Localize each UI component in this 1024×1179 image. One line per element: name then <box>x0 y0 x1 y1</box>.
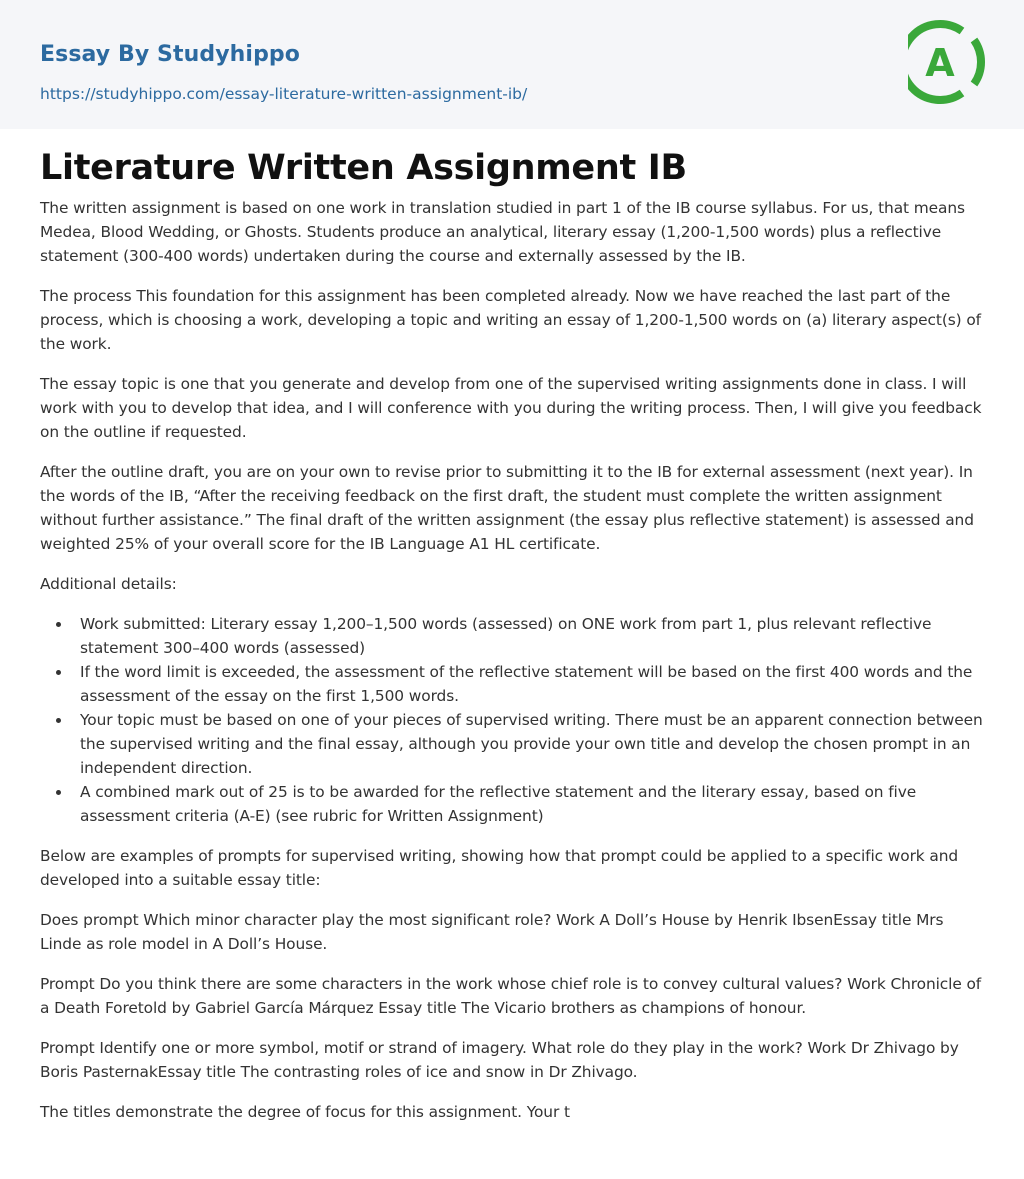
article-paragraph: The written assignment is based on one work in translation studied in part 1 of the IB course syllabus. For us, that means Medea, Blood Wedding, or Ghosts. Students produce an analytical, literary essay (1,200-1,500 words) plus a reflective statement (300-400 words) undertaken during the course and externally assessed by the IB. <box>40 199 965 265</box>
page-url-link[interactable]: https://studyhippo.com/essay-literature-written-assignment-ib/ <box>40 85 528 103</box>
article-paragraph: Prompt Identify one or more symbol, motif or strand of imagery. What role do they play in the work? Work Dr Zhivago by Boris PasternakEssay title The contrasting roles of ice and snow in Dr Zhivago. <box>40 1039 959 1081</box>
additional-details-label: Additional details: <box>40 575 177 593</box>
article-paragraph: Prompt Do you think there are some characters in the work whose chief role is to convey cultural values? Work Chronicle of a Death Foretold by Gabriel García Márquez Essay title The Vicario brothers as champions of honour. <box>40 975 982 1017</box>
article-title: Literature Written Assignment IB <box>40 148 687 188</box>
details-list <box>80 612 985 828</box>
article-paragraph: The essay topic is one that you generate and develop from one of the supervised writing assignments done in class. I will work with you to develop that idea, and I will conference with you during the writing process. Then, I will give you feedback on the outline if requested. <box>40 375 982 441</box>
logo-letter: A <box>925 41 955 85</box>
article-paragraph: Below are examples of prompts for supervised writing, showing how that prompt could be applied to a specific work and developed into a suitable essay title: <box>40 847 959 889</box>
article-paragraph: The process This foundation for this assignment has been completed already. Now we have reached the last part of the process, which is choosing a work, developing a topic and writing an essay of 1,200-1,500 words on (a) literary aspect(s) of the work. <box>40 287 981 353</box>
list-item: Your topic must be based on one of your pieces of supervised writing. There must be an apparent connection between the supervised writing and the final essay, although you provide your own title and develop the chosen prompt in an independent direction. <box>80 708 985 780</box>
article-paragraph: Does prompt Which minor character play the most significant role? Work A Doll’s House by Henrik IbsenEssay title Mrs Linde as role model in A Doll’s House. <box>40 911 944 953</box>
list-item: Work submitted: Literary essay 1,200–1,500 words (assessed) on ONE work from part 1, plus relevant reflective statement 300–400 words (assessed) <box>80 612 985 660</box>
article <box>40 146 985 1140</box>
list-item: If the word limit is exceeded, the assessment of the reflective statement will be based on the first 400 words and the assessment of the essay on the first 1,500 words. <box>80 660 985 708</box>
list-item: A combined mark out of 25 is to be awarded for the reflective statement and the literary essay, based on five assessment criteria (A-E) (see rubric for Written Assignment) <box>80 780 985 828</box>
studyhippo-logo-icon[interactable] <box>908 18 988 106</box>
site-header <box>0 0 1024 129</box>
brand-title[interactable]: Essay By Studyhippo <box>40 42 300 67</box>
article-paragraph-truncated: The titles demonstrate the degree of focus for this assignment. Your t <box>40 1103 570 1121</box>
article-paragraph: After the outline draft, you are on your own to revise prior to submitting it to the IB for external assessment (next year). In the words of the IB, “After the receiving feedback on the first draft, the student must complete the written assignment without further assistance.” The final draft of the written assignment (the essay plus reflective statement) is assessed and weighted 25% of your overall score for the IB Language A1 HL certificate. <box>40 463 974 553</box>
